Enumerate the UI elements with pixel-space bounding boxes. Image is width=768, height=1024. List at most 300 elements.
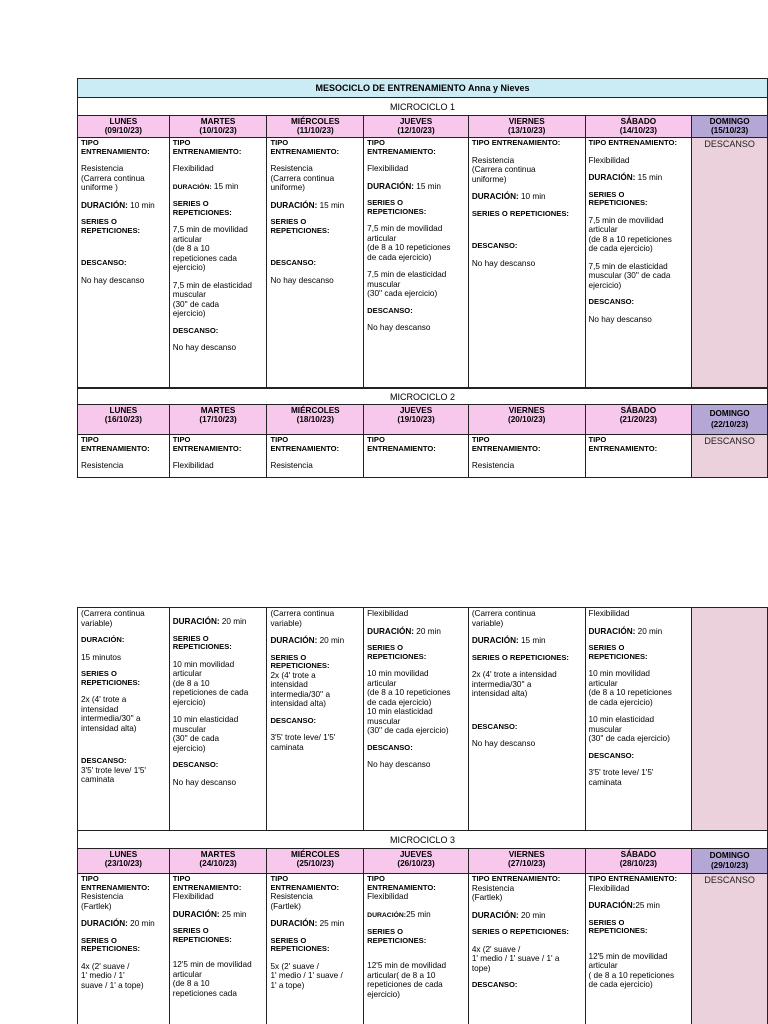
cell-jueves-3 <box>364 874 469 1024</box>
value: (de 8 a 10 repeticiones <box>588 234 672 244</box>
value: repeticiones cada <box>172 988 237 998</box>
label: TIPO <box>471 435 490 444</box>
value: (de 8 a 10 repeticiones <box>367 688 451 697</box>
label: DURACIÓN: <box>588 173 636 182</box>
value: No hay descanso <box>367 323 431 332</box>
day-header <box>586 849 693 873</box>
label: REPETICIONES: <box>270 225 330 235</box>
value: 25 min <box>635 901 660 910</box>
value: Resistencia <box>270 164 313 173</box>
value: ejercicio) <box>588 280 622 290</box>
value: articular <box>172 234 202 244</box>
value: de cada ejercicio) <box>588 697 653 707</box>
document-title <box>77 78 768 98</box>
value: 1' medio / 1' suave / <box>270 971 343 980</box>
label: DURACIÓN: <box>588 901 636 910</box>
day-date: (22/10/23) <box>710 420 749 429</box>
cell-lunes-3 <box>78 874 170 1024</box>
microcycle-1-label <box>77 98 768 116</box>
value: 25 min <box>219 909 247 919</box>
value: (Carrera continua <box>81 173 145 183</box>
value: 7,5 min de movilidad <box>172 225 248 234</box>
cell-miercoles-1 <box>267 138 364 387</box>
value: 3'5' trote leve/ 1'5' <box>81 765 146 775</box>
week2-day-headers <box>77 405 768 435</box>
label: SERIES O <box>172 633 209 643</box>
value: (de 8 a 10 repeticiones <box>367 243 451 252</box>
label: DURACIÓN: <box>367 911 407 919</box>
value: 15 minutos <box>81 652 122 662</box>
day-date: (23/10/23) <box>104 859 143 868</box>
value: 10 min elasticidad <box>172 715 239 724</box>
label: ENTRENAMIENTO: <box>588 443 658 453</box>
day-header <box>78 405 170 434</box>
label: REPETICIONES: <box>172 642 232 651</box>
label: SERIES O <box>81 669 117 678</box>
day-header <box>469 849 586 873</box>
value: 20 min <box>127 919 155 928</box>
label: SERIES O <box>81 217 117 226</box>
label: DURACIÓN: <box>367 626 415 636</box>
day-date: (13/10/23) <box>508 126 546 135</box>
value: caminata <box>81 775 115 784</box>
day-name: MARTES <box>200 406 236 415</box>
microcycle-3-label <box>77 831 768 849</box>
cell-viernes-2-cont <box>469 608 586 830</box>
cell-sabado-3 <box>586 874 693 1024</box>
day-header <box>267 849 364 873</box>
value: intensidad alta) <box>270 699 326 708</box>
value: Resistencia <box>81 461 124 470</box>
day-date: (15/10/23) <box>710 126 749 135</box>
value: 25 min <box>406 909 431 919</box>
value: 10 min elasticidad <box>588 715 655 724</box>
day-name: VIERNES <box>508 117 545 126</box>
value: uniforme) <box>471 174 507 184</box>
micro2-text: MICROCICLO 2 <box>389 391 455 402</box>
label: REPETICIONES: <box>588 198 648 207</box>
value: Flexibilidad <box>172 892 214 901</box>
cell-domingo-2-cont <box>692 608 767 830</box>
day-header <box>364 116 469 137</box>
value: 3'5' trote leve/ 1'5' <box>270 733 336 742</box>
label: ENTRENAMIENTO: <box>367 146 436 156</box>
day-date: (16/10/23) <box>104 415 143 424</box>
rest-label: DESCANSO <box>704 139 755 149</box>
value: 20 min <box>635 626 663 636</box>
label: ENTRENAMIENTO: <box>367 443 436 453</box>
cell-martes-2 <box>170 435 268 477</box>
label: REPETICIONES: <box>81 225 141 235</box>
cell-viernes-1 <box>469 138 586 387</box>
value: 20 min <box>317 636 345 645</box>
value: Resistencia <box>471 461 515 470</box>
label: REPETICIONES: <box>588 926 648 935</box>
day-name: DOMINGO <box>709 409 750 418</box>
label: DURACIÓN: <box>471 636 519 645</box>
week3-day-headers <box>77 849 768 874</box>
value: muscular (30'' de cada <box>588 271 671 280</box>
cell-miercoles-2-cont <box>267 608 364 830</box>
label: ENTRENAMIENTO: <box>270 146 340 156</box>
cell-martes-1 <box>170 138 268 387</box>
value: intensidad alta) <box>81 723 137 733</box>
day-header-sunday <box>692 116 767 137</box>
value: 20 min <box>518 910 546 920</box>
day-name: JUEVES <box>399 850 433 859</box>
label: TIPO <box>270 435 289 444</box>
value: (Fartlek) <box>270 901 301 911</box>
label: TIPO <box>81 435 99 444</box>
cell-sabado-1 <box>586 138 693 387</box>
value: (de 8 a 10 <box>172 979 210 988</box>
value: articular <box>588 678 618 688</box>
label: DURACIÓN: <box>270 200 318 210</box>
value: Resistencia <box>81 892 124 901</box>
label: TIPO <box>172 138 191 147</box>
label: TIPO <box>81 874 99 883</box>
label: DESCANSO: <box>172 325 219 335</box>
day-date: (12/10/23) <box>397 126 435 135</box>
value: 5x (2' suave / <box>270 961 319 971</box>
value: (Carrera continua <box>81 609 145 618</box>
label: TIPO <box>270 874 289 883</box>
day-header <box>267 405 364 434</box>
value: (de 8 a 10 repeticiones <box>588 688 672 697</box>
value: intermedia/30'' a <box>270 689 331 699</box>
value: 7,5 min de elasticidad <box>172 280 252 290</box>
label: SERIES O REPETICIONES: <box>471 208 569 218</box>
value: Flexibilidad <box>588 155 630 165</box>
day-header <box>170 849 268 873</box>
value: (30'' de cada <box>172 299 220 309</box>
title-text: MESOCICLO DE ENTRENAMIENTO Anna y Nieves <box>315 83 530 93</box>
value: Resistencia <box>270 461 313 470</box>
label: TIPO <box>367 874 385 883</box>
value: muscular <box>367 716 401 726</box>
value: Flexibilidad <box>588 883 630 893</box>
value: 10 min movilidad <box>588 669 650 678</box>
label: ENTRENAMIENTO: <box>172 882 242 892</box>
cell-jueves-2-cont <box>364 608 469 830</box>
day-header <box>469 116 586 137</box>
day-header-sunday <box>692 405 767 434</box>
value: 25 min <box>317 919 345 928</box>
value: No hay descanso <box>172 343 236 352</box>
label: SERIES O <box>270 217 307 226</box>
label: DURACIÓN: <box>270 636 318 645</box>
day-date: (18/10/23) <box>296 415 334 424</box>
label: REPETICIONES: <box>172 934 232 944</box>
label: ENTRENAMIENTO: <box>367 882 436 892</box>
value: ejercicio) <box>172 697 206 707</box>
label: ENTRENAMIENTO: <box>81 882 150 892</box>
label: SERIES O <box>270 652 307 662</box>
micro1-text: MICROCICLO 1 <box>389 101 455 112</box>
value: ( de 8 a 10 repeticiones <box>588 970 675 980</box>
label: DESCANSO: <box>367 742 413 752</box>
label: ENTRENAMIENTO: <box>81 443 150 453</box>
day-name: MARTES <box>200 850 236 859</box>
value: tope) <box>471 963 491 973</box>
label: DURACIÓN: <box>270 919 318 928</box>
value: Flexibilidad <box>588 609 630 618</box>
value: Resistencia <box>270 892 313 901</box>
label: DURACIÓN: <box>172 617 220 626</box>
value: de cada ejercicio) <box>367 697 432 707</box>
day-header-sunday <box>692 849 767 873</box>
week3-cells <box>77 874 768 1024</box>
label: DURACIÓN: <box>172 909 220 919</box>
label: DURACIÓN: <box>81 919 128 928</box>
value: muscular <box>367 279 401 289</box>
label: SERIES O <box>81 935 117 945</box>
value: 15 min <box>211 181 239 191</box>
rest-label: DESCANSO <box>704 875 755 885</box>
day-name: LUNES <box>109 406 138 415</box>
label: DURACIÓN: <box>172 183 212 191</box>
value: intensidad alta) <box>471 689 528 698</box>
label: DURACIÓN: <box>471 910 519 920</box>
label: DURACIÓN: <box>81 200 128 210</box>
day-name: LUNES <box>109 117 138 126</box>
value: (Fartlek) <box>471 893 503 902</box>
label: REPETICIONES: <box>81 677 141 687</box>
day-date: (29/10/23) <box>710 861 749 870</box>
value: de cada ejercicio) <box>367 252 432 262</box>
label: DESCANSO: <box>588 750 635 760</box>
value: No hay descanso <box>471 739 536 748</box>
value: 7,5 min de elasticidad <box>588 261 668 271</box>
value: 15 min <box>518 636 546 645</box>
day-header <box>586 116 693 137</box>
value: Flexibilidad <box>367 892 409 901</box>
value: (Carrera continua <box>270 173 335 183</box>
label: ENTRENAMIENTO: <box>172 443 242 453</box>
day-header <box>267 116 364 137</box>
day-header <box>170 405 268 434</box>
label: REPETICIONES: <box>270 661 330 670</box>
week2-cells-top <box>77 435 768 478</box>
value: No hay descanso <box>588 314 652 324</box>
day-date: (17/10/23) <box>199 415 237 424</box>
value: 10 min movilidad <box>172 659 235 669</box>
label: ENTRENAMIENTO: <box>270 882 340 892</box>
cell-viernes-2 <box>469 435 586 477</box>
value: (Fartlek) <box>81 901 112 911</box>
value: articular <box>367 233 397 243</box>
day-name: JUEVES <box>399 406 433 415</box>
label: SERIES O REPETICIONES: <box>471 652 569 662</box>
value: articular <box>172 969 202 979</box>
value: (30'' de cada ejercicio) <box>367 726 449 735</box>
value: 15 min <box>635 173 663 182</box>
microcycle-2-label <box>77 388 768 405</box>
value: 10 min <box>127 200 155 210</box>
cell-miercoles-2 <box>267 435 364 477</box>
cell-lunes-2-cont <box>78 608 170 830</box>
value: 12'5 min de movilidad <box>172 960 252 969</box>
day-name: SÁBADO <box>620 850 657 859</box>
value: ejercicio) <box>172 743 206 753</box>
label: SERIES O <box>172 926 209 935</box>
day-date: (27/10/23) <box>508 859 546 868</box>
cell-domingo-3 <box>692 874 767 1024</box>
value: muscular <box>588 724 622 734</box>
cell-martes-2-cont <box>170 608 268 830</box>
value: repeticiones cada <box>172 253 237 263</box>
label: SERIES O <box>367 927 404 936</box>
value: 1' medio / 1' suave / 1' a <box>471 954 560 963</box>
label: SERIES O <box>588 917 625 927</box>
label: DURACIÓN: <box>588 626 636 636</box>
day-date: (25/10/23) <box>296 859 334 868</box>
label: ENTRENAMIENTO: <box>81 146 150 156</box>
value: uniforme) <box>270 183 306 192</box>
value: 7,5 min de movilidad <box>588 215 664 225</box>
cell-jueves-2 <box>364 435 469 477</box>
label: TIPO <box>270 138 289 147</box>
day-name: LUNES <box>109 850 138 859</box>
week1-cells <box>77 138 768 388</box>
value: No hay descanso <box>81 275 145 285</box>
cell-domingo-1 <box>692 138 767 387</box>
label: DESCANSO: <box>270 258 317 267</box>
label: REPETICIONES: <box>172 207 232 217</box>
day-header <box>364 849 469 873</box>
value: Resistencia <box>471 883 515 893</box>
label: SERIES O <box>367 198 404 207</box>
value: caminata <box>270 742 304 752</box>
value: intermedia/30'' a <box>471 679 532 689</box>
cell-miercoles-3 <box>267 874 364 1024</box>
value: articular <box>172 669 202 678</box>
label: DESCANSO: <box>81 756 127 765</box>
value: (de 8 a 10 <box>172 678 210 688</box>
label: TIPO <box>172 874 191 883</box>
day-name: SÁBADO <box>620 406 657 415</box>
value: 15 min <box>317 200 345 210</box>
label: SERIES O <box>367 643 404 652</box>
label: REPETICIONES: <box>367 935 427 945</box>
label: ENTRENAMIENTO: <box>471 443 541 453</box>
value: 12'5 min de movilidad <box>367 961 447 970</box>
cell-sabado-2-cont <box>586 608 693 830</box>
value: ejercicio) <box>172 263 206 272</box>
value: 1' a tope) <box>270 980 305 990</box>
value: muscular <box>172 290 206 299</box>
day-header <box>586 405 693 434</box>
value: 2x (4' trote a <box>270 670 316 680</box>
day-header <box>170 116 268 137</box>
label: DESCANSO: <box>471 721 518 731</box>
value: (Carrera continua <box>471 165 536 174</box>
day-name: VIERNES <box>508 406 545 415</box>
value: articular <box>588 225 618 234</box>
value: No hay descanso <box>471 258 536 268</box>
label: REPETICIONES: <box>270 944 330 953</box>
label: DESCANSO: <box>367 305 413 315</box>
label: REPETICIONES: <box>367 206 427 216</box>
cell-sabado-2 <box>586 435 693 477</box>
day-date: (21/20/23) <box>619 415 658 424</box>
label: TIPO ENTRENAMIENTO: <box>588 874 677 883</box>
value: caminata <box>588 777 622 787</box>
label: SERIES O <box>588 643 625 652</box>
value: articular <box>588 961 618 970</box>
day-name: SÁBADO <box>620 117 657 126</box>
day-date: (10/10/23) <box>199 126 237 135</box>
value: Resistencia <box>81 164 124 173</box>
value: intensidad <box>270 680 308 689</box>
day-date: (14/10/23) <box>619 126 658 135</box>
label: TIPO <box>367 435 385 444</box>
day-name: MIÉRCOLES <box>290 850 340 859</box>
value: ejercicio) <box>172 309 206 318</box>
day-date: (26/10/23) <box>397 859 435 868</box>
label: DESCANSO: <box>588 297 635 306</box>
micro3-text: MICROCICLO 3 <box>389 834 455 845</box>
cell-lunes-2 <box>78 435 170 477</box>
day-header <box>364 405 469 434</box>
day-name: DOMINGO <box>709 117 750 126</box>
value: (30'' de cada ejercicio) <box>588 734 670 743</box>
value: 7,5 min de movilidad <box>367 224 443 233</box>
label: DESCANSO: <box>471 241 518 250</box>
value: intermedia/30'' a <box>81 714 141 723</box>
value: Flexibilidad <box>367 164 409 173</box>
label: SERIES O REPETICIONES: <box>471 927 569 936</box>
day-name: MARTES <box>200 117 236 126</box>
value: (30'' cada ejercicio) <box>367 289 438 298</box>
cell-domingo-2 <box>692 435 767 477</box>
day-date: (28/10/23) <box>619 859 658 868</box>
value: 7,5 min de elasticidad <box>367 270 447 279</box>
rest-label: DESCANSO <box>704 436 755 446</box>
label: REPETICIONES: <box>81 944 141 953</box>
label: TIPO <box>588 435 607 444</box>
label: TIPO ENTRENAMIENTO: <box>471 138 561 147</box>
value: articular <box>367 678 397 688</box>
value: repeticiones de cada <box>367 980 443 989</box>
label: SERIES O <box>270 935 307 945</box>
value: Flexibilidad <box>172 164 214 173</box>
label: DURACIÓN: <box>81 635 125 644</box>
value: de cada ejercicio) <box>588 980 653 989</box>
label: DESCANSO: <box>172 760 219 769</box>
cell-martes-3 <box>170 874 268 1024</box>
label: ENTRENAMIENTO: <box>270 443 340 453</box>
value: 20 min <box>219 617 247 626</box>
cell-jueves-1 <box>364 138 469 387</box>
week1-day-headers <box>77 116 768 138</box>
value: (Carrera continua <box>270 609 335 618</box>
value: 12'5 min de movilidad <box>588 951 668 961</box>
value: 4x (2' suave / <box>81 961 130 971</box>
day-name: JUEVES <box>399 117 433 126</box>
value: variable) <box>471 618 504 628</box>
day-date: (19/10/23) <box>397 415 435 424</box>
value: (Carrera continua <box>471 609 536 618</box>
value: articular( de 8 a 10 <box>367 970 436 980</box>
cell-viernes-3 <box>469 874 586 1024</box>
week2-cells-continued <box>77 607 768 831</box>
label: TIPO <box>172 435 191 444</box>
day-header <box>78 849 170 873</box>
label: TIPO ENTRENAMIENTO: <box>471 874 561 883</box>
day-header <box>469 405 586 434</box>
day-name: MIÉRCOLES <box>290 406 340 415</box>
